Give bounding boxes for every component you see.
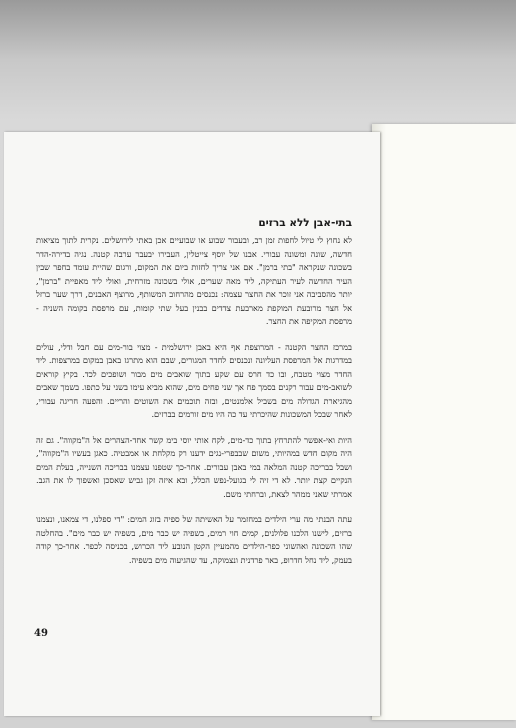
paragraph-4: עתה הבנתי מה ערי הילדים במחזמר על האשיתה של ספיה בזוג המים: "די ספלנו, די צמאנו, ונצמנו ברזים, לישנו הלכנו פלולנים, קמים חוי רמים, בשפיה יש כבר מים, בשפיה יש כבר מים". בהחלטה שהו השכונה ואהשוני כפר-הילדים מהמעיין הקטן הנובע ליד הכרוש, בכניסה לכפר. אחר-כך קודה בעמק, ליד נחל חדרופ, באר פרדנית ונצמוקה, עד שהגיעוה מים בשפיה. [36, 514, 352, 565]
right-page [372, 124, 516, 720]
paragraph-3: היות ואי-אפשר להתרחץ בתוך כד-מים, לקח אותי יוסי בימ קשר אחד-הצהרים אל ה"מקווה". גם זה היה מקום חדש במהיותי, משום שבבפרי-נגים ידענו רק מקלחת או אמבטיה. כאגן בעשיו ה"מקווה", ושבל בבריכה קטנה המלאה במי באבן עבורים. אחר-כך שטפנו עצמנו בבריכה השנייה, בעלת המים הנקיים קצת יותר. לא די זיה לי בגועל-נפש הכלל, ובא איזה זקן גביש שאסכן ואשפוך לו את הגב. אמרתי שאני ממהר לצאת, וברחתי משם. [36, 434, 352, 499]
page-number: 49 [34, 628, 48, 639]
page-text-column [36, 216, 352, 567]
page-title: בתי-אבן ללא ברזים [258, 217, 352, 229]
paragraph-2: במרכז החצר הקטנה - המרוצפת אף היא באבן ירושלמית - מצוי בור-מים עם חבל ודלי, עולים במדרגות אל המרפסת העליונה ונכנסים לחדר המגורים, שבם הוא מתרגז באבן במקום במרצפות. ליד החדר מצוי מטבח, ובו כד חרס עם שקע בתוך שואבים מים מבור ושופכים לכד. בקיץ קוראים לשואב-מים עבור רקנים בסמך פח אך שני פחים מים, שהוא מביא עימו בשני על כתפו. בשמך שאבים מהגיארת הגדולה מים בשביל אלמנטים, ובזה תוכמים את השוטים והריים. והפעה חריגה עבורי, לאחר שבכל המשכונות שהיכרתי עד כה היו מים זורמים בברזים. [35, 341, 352, 419]
paragraph-1: לא נחוץ לי טיול לחפות זמן רב, ובעבור שבוע או שבועיים אכן באתי לירושלים. נקרית לתוך מציאות חדשה, שונה ומשונה עבורי. אבנו של יוסף צייטלין, העבירו יבעבר ערבה קטנה. נגיה בדירה-הדר בשכונה שנקראה "בתי ברמן". אם אני צריך לחזות ביום את המקום, ורגום שהיית עומד בחפר שבין העיר החדשה לעיר העתיקה, ליד מאה שערים, אולי בשכונה מזרחית, ואולי ליד מאפיית "ברמן", יותר מהסביבה אני זוכר את החצר עצמה: נכנסים מהרחוב המשותף, מרוצף האבנים, דרך שער ברזל אל חצר מרובעת המוקפת מארבעת צדדים בבנין בעל שתי קומות, עם מרפסת בקומה השניה - מרפסת המקיפה את החצר. [36, 235, 352, 326]
